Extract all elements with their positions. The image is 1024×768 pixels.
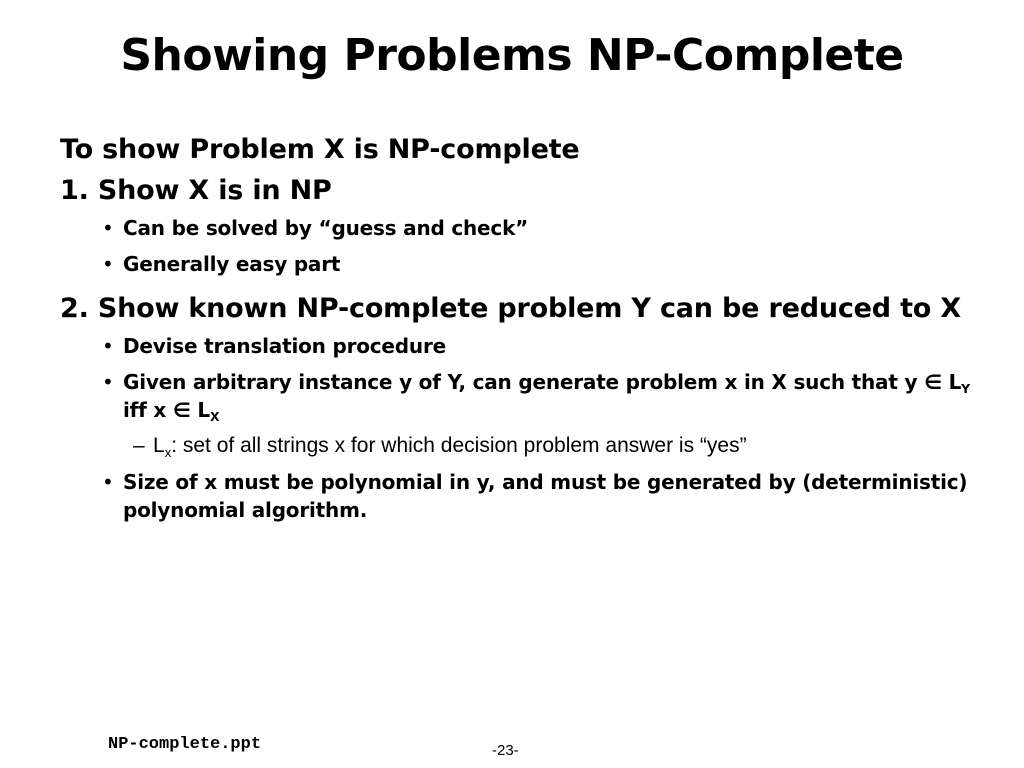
bullet-icon: •	[102, 334, 114, 358]
step-1-bullet-easy-part	[102, 250, 980, 278]
slide-body	[60, 132, 980, 532]
step-2-subnote-language	[133, 432, 980, 460]
step-1-bullet-guess-check	[102, 214, 980, 242]
bullet-icon: •	[102, 370, 114, 394]
bullet-text: Generally easy part	[123, 252, 341, 276]
bullet-text-before: Given arbitrary instance y of Y, can generate problem x in X such that y	[123, 370, 925, 394]
step-2-heading: 2. Show known NP-complete problem Y can be reduced to X	[60, 293, 961, 324]
dash-icon: –	[133, 434, 145, 457]
bullet-text: Size of x must be polynomial in y, and must be generated by (deterministic) polynomial algorithm.	[123, 470, 968, 522]
bullet-text-middle: iff x	[123, 398, 173, 422]
intro-line: To show Problem X is NP-complete	[60, 134, 580, 165]
subscript-x: X	[209, 409, 220, 425]
language-symbol: L	[153, 434, 165, 457]
bullet-text: Devise translation procedure	[123, 334, 446, 358]
subscript-y: Y	[961, 381, 970, 397]
step-2-bullet-polynomial	[102, 468, 980, 524]
step-2-bullet-instance	[102, 368, 980, 425]
footer-filename: NP-complete.ppt	[108, 735, 262, 754]
slide-title: Showing Problems NP-Complete	[120, 30, 904, 81]
step-1-heading: 1. Show X is in NP	[60, 175, 332, 206]
language-symbol: L	[197, 398, 210, 422]
element-of-symbol: ∈	[172, 398, 191, 422]
bullet-icon: •	[102, 470, 114, 494]
element-of-symbol: ∈	[924, 370, 942, 394]
subscript-x: x	[164, 444, 172, 460]
language-symbol: L	[948, 370, 962, 394]
bullet-icon: •	[102, 252, 114, 276]
bullet-icon: •	[102, 216, 114, 240]
footer-page-number: -23-	[492, 742, 519, 759]
step-2-bullet-translation	[102, 332, 980, 360]
bullet-text: Can be solved by “guess and check”	[123, 216, 529, 240]
subnote-text: : set of all strings x for which decision problem answer is “yes”	[171, 434, 747, 457]
